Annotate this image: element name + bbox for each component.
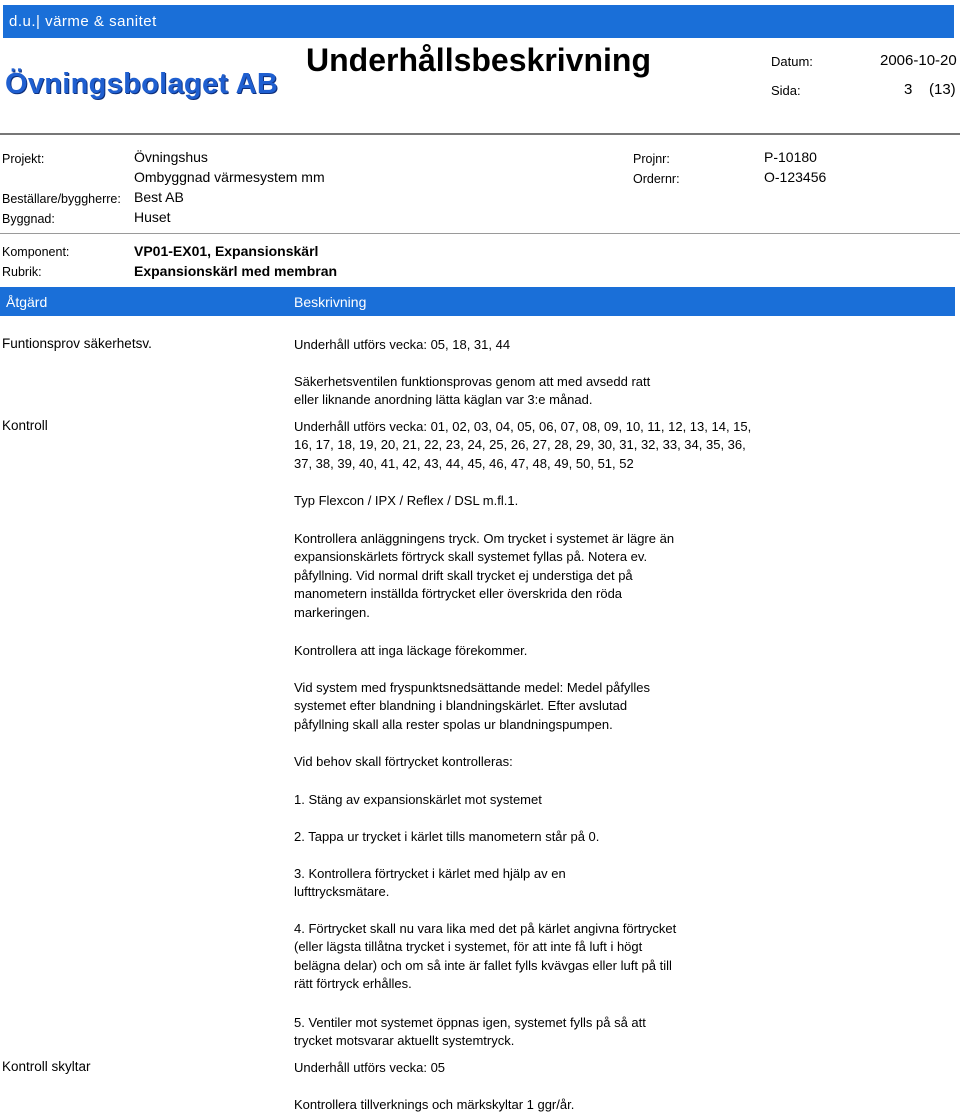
projekt-line1: Övningshus [134,149,208,165]
sida-total: (13) [929,81,956,98]
page-title: Underhållsbeskrivning [306,42,651,78]
step-1: 1. Stäng av expansionskärlet mot systemet [294,792,542,807]
bestallare-value: Best AB [134,189,184,205]
row-skyltar-label: Kontroll skyltar [2,1059,91,1074]
byggnad-label: Byggnad: [2,212,55,226]
brand-bar [3,5,954,38]
table-header [0,287,955,316]
step-3: 3. Kontrollera förtrycket i kärlet med hjälp av en lufttrycksmätare. [294,866,566,900]
row-kontroll-lackage: Kontrollera att inga läckage förekommer. [294,643,528,658]
sida-label: Sida: [771,83,801,98]
projnr-label: Projnr: [633,152,670,166]
rubrik-label: Rubrik: [2,265,42,279]
row-funktionsprov-weeks: Underhåll utförs vecka: 05, 18, 31, 44 [294,337,511,352]
sida-value: 3 [904,81,913,98]
project-divider [0,233,960,234]
rubrik-value: Expansionskärl med membran [134,263,338,279]
row-kontroll-weeks: Underhåll utförs vecka: 01, 02, 03, 04, 05, 06, 07, 08, 09, 10, 11, 12, 13, 14, 15, 16, 17, 18, 19, 20, 21, 22, 23, 24, 25, 26, 27, 28, 29, 30, 31, 32, 33, 34, 35, 36, 37, 38, 39, 40, 41, 42, 43, 44, 45, 46, 47, 48, 49, 50, 51, 52 [294,419,752,471]
row-funktionsprov-desc: Säkerhetsventilen funktionsprovas genom att med avsedd ratt eller liknande anordning lätta käglan var 3:e månad. [294,374,651,408]
projekt-line2: Ombyggnad värmesystem mm [134,169,325,185]
row-kontroll-behov: Vid behov skall förtrycket kontrolleras: [294,754,513,769]
row-kontroll-frys: Vid system med fryspunktsnedsättande medel: Medel påfylles systemet efter blandning i blandningskärlet. Efter avslutad påfyllning skall alla rester spolas ur blandningspumpen. [294,680,650,732]
step-5: 5. Ventiler mot systemet öppnas igen, systemet fylls på så att trycket motsvarar aktuellt systemtryck. [294,1015,646,1049]
komponent-value: VP01-EX01, Expansionskärl [134,243,319,259]
row-kontroll-typ: Typ Flexcon / IPX / Reflex / DSL m.fl.1. [294,493,519,508]
row-funktionsprov-label: Funtionsprov säkerhetsv. [2,336,152,351]
komponent-label: Komponent: [2,245,70,259]
row-skyltar-desc: Kontrollera tillverknings och märkskyltar 1 ggr/år. [294,1097,575,1112]
brand-text: d.u.| värme & sanitet [9,13,157,30]
byggnad-value: Huset [134,209,171,225]
step-2: 2. Tappa ur trycket i kärlet tills manometern står på 0. [294,829,600,844]
col-beskrivning-header: Beskrivning [294,294,367,310]
bestallare-label: Beställare/byggherre: [2,192,121,206]
ordernr-label: Ordernr: [633,172,680,186]
row-kontroll-label: Kontroll [2,418,48,433]
projekt-label: Projekt: [2,152,45,166]
step-4: 4. Förtrycket skall nu vara lika med det på kärlet angivna förtrycket (eller lägsta tillåtna trycket i systemet, för att inte få luft i högt belägna delar) och om så inte är fallet fylls kvävgas eller luft på till rätt förtryck erhålles. [294,921,677,992]
row-skyltar-weeks: Underhåll utförs vecka: 05 [294,1060,446,1075]
company-logo: Övningsbolaget AB [5,68,279,100]
col-atgard-header: Åtgärd [6,294,48,310]
datum-label: Datum: [771,54,813,69]
projnr-value: P-10180 [764,149,817,165]
row-kontroll-tryck: Kontrollera anläggningens tryck. Om trycket i systemet är lägre än expansionskärlets förtryck skall systemet fyllas på. Notera ev. påfyllning. Vid normal drift skall trycket ej understiga det på manometern inställda förtrycket eller överskrida den röda markeringen. [294,531,675,620]
header-divider [0,133,960,135]
datum-value: 2006-10-20 [880,52,957,69]
ordernr-value: O-123456 [764,169,827,185]
